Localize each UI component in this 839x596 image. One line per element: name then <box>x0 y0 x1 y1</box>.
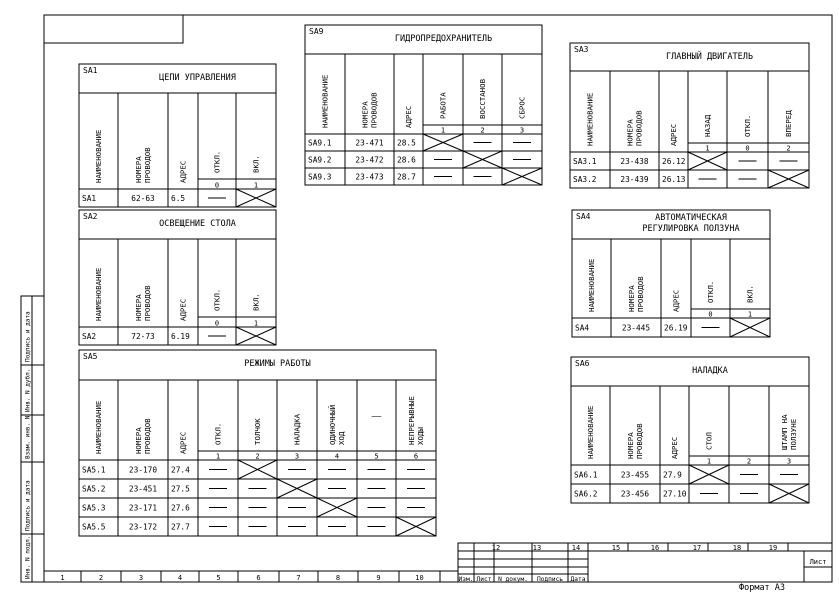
header-name: НАИМЕНОВАНИЕ <box>585 92 595 146</box>
position-number: 2 <box>746 457 752 466</box>
row-wire-numbers: 23-456 <box>620 489 650 499</box>
row-name: SA3.1 <box>573 157 597 166</box>
header-address: АДРЕС <box>669 123 679 146</box>
row-wire-numbers: 23-438 <box>620 157 649 166</box>
title-block-column-number: 13 <box>532 544 542 552</box>
position-number: 6 <box>413 452 419 461</box>
position-label: ВОССТАНОВ <box>478 78 488 119</box>
table-title: РЕЖИМЫ РАБОТЫ <box>244 359 311 369</box>
header-wire-numbers: ПРОВОДОВ <box>369 92 379 128</box>
row-address: 28.5 <box>397 138 416 148</box>
title-block-column-number: 16 <box>650 544 660 552</box>
position-number: 3 <box>786 457 792 466</box>
row-name: SA5.2 <box>82 484 106 494</box>
position-label: НАЛАДКА <box>292 413 302 445</box>
header-wire-numbers: ПРОВОДОВ <box>636 276 646 312</box>
bottom-rule-number: 1 <box>60 574 65 582</box>
header-wire-numbers: НОМЕРА <box>134 156 144 183</box>
table-id: SA6 <box>575 359 590 368</box>
position-label: РАБОТА <box>438 92 448 119</box>
bottom-rule-number: 7 <box>296 574 301 582</box>
bottom-rule-number: 2 <box>98 574 104 582</box>
row-wire-numbers: 23-439 <box>620 175 649 184</box>
position-label: ХОД <box>337 431 347 445</box>
bottom-rule-number: 5 <box>216 574 221 582</box>
side-stamp <box>21 296 44 582</box>
position-label: ОДИНОЧНЫЙ <box>328 404 338 445</box>
table-id: SA2 <box>83 212 98 221</box>
position-number: 0 <box>708 310 713 319</box>
table-id: SA1 <box>83 66 98 75</box>
switch-table-sa6 <box>571 357 809 503</box>
table-frame <box>571 357 809 503</box>
position-label: ВКЛ. <box>745 285 755 303</box>
position-number: 3 <box>519 126 525 135</box>
title-block-column-number: 14 <box>571 544 581 552</box>
row-address: 27.10 <box>663 489 687 499</box>
position-number: 1 <box>706 457 712 466</box>
header-wire-numbers: ПРОВОДОВ <box>634 110 644 146</box>
header-name: НАИМЕНОВАНИЕ <box>94 267 104 321</box>
table-frame <box>570 43 809 188</box>
row-wire-numbers: 23-473 <box>355 172 384 182</box>
position-label: —— <box>371 411 382 421</box>
title-block-header: Подпись <box>536 576 564 583</box>
header-wire-numbers: ПРОВОДОВ <box>143 285 153 321</box>
header-address: АДРЕС <box>178 160 188 183</box>
header-address: АДРЕС <box>670 436 680 459</box>
row-address: 27.4 <box>171 465 190 475</box>
position-number: 0 <box>214 319 220 328</box>
position-label: СБРОС <box>517 96 527 119</box>
bottom-rule-number: 6 <box>256 574 261 582</box>
position-number: 2 <box>480 126 485 135</box>
position-label: ХОДЫ <box>416 427 426 445</box>
header-address: АДРЕС <box>178 298 188 321</box>
row-name: SA9.1 <box>308 138 332 148</box>
row-wire-numbers: 23-445 <box>621 323 651 333</box>
row-address: 28.6 <box>397 155 416 165</box>
switch-tables <box>79 25 809 536</box>
row-wire-numbers: 23-451 <box>128 484 158 494</box>
table-id: SA3 <box>574 45 589 54</box>
position-number: 0 <box>745 144 750 153</box>
header-wire-numbers: НОМЕРА <box>627 285 637 312</box>
header-wire-numbers: НОМЕРА <box>625 119 635 146</box>
row-name: SA9.3 <box>308 172 332 182</box>
bottom-rule-number: 8 <box>335 574 341 582</box>
position-number: 5 <box>374 452 379 461</box>
switch-table-sa4 <box>572 210 770 337</box>
bottom-rule-number: 10 <box>415 574 424 582</box>
header-address: АДРЕС <box>671 289 681 312</box>
row-name: SA9.2 <box>308 155 332 165</box>
table-title: НАЛАДКА <box>692 366 728 376</box>
header-address: АДРЕС <box>404 105 414 128</box>
switch-table-sa3 <box>570 43 809 188</box>
row-address: 27.5 <box>171 484 190 494</box>
title-block-header: Дата <box>570 576 586 583</box>
position-label: НАЗАД <box>703 114 713 137</box>
switch-table-sa5 <box>79 350 436 536</box>
position-number: 2 <box>786 144 791 153</box>
position-number: 1 <box>253 181 259 190</box>
bottom-rule <box>44 571 458 582</box>
header-address: АДРЕС <box>178 431 188 454</box>
position-label: ВКЛ. <box>251 293 261 311</box>
header-wire-numbers: ПРОВОДОВ <box>143 147 153 183</box>
header-wire-numbers: НОМЕРА <box>626 432 636 459</box>
format-label: Формат А3 <box>738 583 786 593</box>
switch-table-sa2 <box>79 210 276 345</box>
bottom-rule-number: 4 <box>177 574 183 582</box>
position-label: ОТКЛ. <box>743 114 753 137</box>
side-stamp-label: Инв. N подл. <box>24 535 32 579</box>
header-wire-numbers: ПРОВОДОВ <box>635 423 645 459</box>
row-address: 27.7 <box>171 522 190 532</box>
row-wire-numbers: 23-171 <box>128 503 158 513</box>
table-frame <box>79 210 276 345</box>
table-title: АВТОМАТИЧЕСКАЯ <box>655 213 727 223</box>
title-block-column-number: 19 <box>768 544 778 552</box>
table-title: ГИДРОПРЕДОХРАНИТЕЛЬ <box>394 34 493 44</box>
row-wire-numbers: 23-472 <box>355 155 384 165</box>
position-label: ТОЛЧОК <box>253 418 263 445</box>
position-label: ВПЕРЕД <box>784 110 794 137</box>
position-number: 4 <box>334 452 340 461</box>
header-wire-numbers: НОМЕРА <box>360 101 370 128</box>
row-address: 27.6 <box>171 503 190 513</box>
table-title: ГЛАВНЫЙ ДВИГАТЕЛЬ <box>666 52 753 62</box>
switch-table-sa9 <box>305 25 542 185</box>
position-label: СТОЛ <box>704 432 714 450</box>
row-wire-numbers: 23-172 <box>128 522 158 532</box>
header-name: НАИМЕНОВАНИЕ <box>320 74 330 128</box>
side-stamp-label: Подпись и дата <box>24 480 32 531</box>
header-wire-numbers: НОМЕРА <box>134 427 144 454</box>
position-label: ОТКЛ. <box>212 288 222 311</box>
table-id: SA9 <box>309 27 324 36</box>
header-name: НАИМЕНОВАНИЕ <box>587 258 597 312</box>
position-number: 1 <box>747 310 753 319</box>
title-block-header: Изм. <box>458 576 474 583</box>
position-label: ОТКЛ. <box>706 280 716 303</box>
sheet-label: Лист <box>809 558 827 566</box>
row-address: 27.9 <box>663 470 682 480</box>
switch-table-sa1 <box>79 64 276 207</box>
row-address: 26.12 <box>662 157 686 166</box>
table-frame <box>79 64 276 207</box>
title-block <box>458 543 832 583</box>
top-left-stamp <box>44 15 183 43</box>
side-stamp-label: Инв. N дубл. <box>24 368 32 412</box>
title-block-column-number: 18 <box>732 544 742 552</box>
row-address: 26.13 <box>662 175 686 184</box>
header-name: НАИМЕНОВАНИЕ <box>94 400 104 454</box>
row-wire-numbers: 62-63 <box>131 194 155 203</box>
row-address: 6.19 <box>171 332 190 341</box>
row-wire-numbers: 23-170 <box>128 465 158 475</box>
row-address: 6.5 <box>171 194 186 203</box>
row-name: SA6.1 <box>574 470 598 480</box>
position-number: 1 <box>440 126 446 135</box>
table-title: ОСВЕЩЕНИЕ СТОЛА <box>159 219 236 229</box>
row-wire-numbers: 23-455 <box>620 470 650 480</box>
position-label: ОТКЛ. <box>213 422 223 445</box>
header-name: НАИМЕНОВАНИЕ <box>94 129 104 183</box>
position-number: 1 <box>253 319 259 328</box>
row-name: SA1 <box>82 194 97 203</box>
row-name: SA2 <box>82 332 97 341</box>
row-address: 26.19 <box>664 323 688 333</box>
row-name: SA6.2 <box>574 489 598 499</box>
position-number: 3 <box>294 452 300 461</box>
position-label: ШТАМП НА <box>780 414 790 450</box>
row-wire-numbers: 23-471 <box>355 138 384 148</box>
row-name: SA5.3 <box>82 503 106 513</box>
title-block-column-number: 12 <box>491 544 501 552</box>
row-name: SA4 <box>575 323 590 333</box>
row-address: 28.7 <box>397 172 416 182</box>
table-id: SA4 <box>576 212 591 221</box>
position-label: НЕПРЕРЫВНЫЕ <box>407 396 417 445</box>
header-name: НАИМЕНОВАНИЕ <box>586 405 596 459</box>
title-block-header: Лист <box>476 576 492 583</box>
header-wire-numbers: НОМЕРА <box>134 294 144 321</box>
bottom-rule-number: 3 <box>138 574 144 582</box>
header-wire-numbers: ПРОВОДОВ <box>143 418 153 454</box>
title-block-column-number: 15 <box>611 544 621 552</box>
position-number: 1 <box>215 452 221 461</box>
table-title: ЦЕПИ УПРАВЛЕНИЯ <box>159 73 236 83</box>
row-wire-numbers: 72-73 <box>131 332 155 341</box>
title-block-column-number: 17 <box>692 544 702 552</box>
row-name: SA5.1 <box>82 465 106 475</box>
table-title: РЕГУЛИРОВКА ПОЛЗУНА <box>642 224 740 234</box>
position-label: ВКЛ. <box>251 155 261 173</box>
side-stamp-label: Подпись и дата <box>24 311 32 362</box>
row-name: SA5.5 <box>82 522 106 532</box>
side-stamp-label: Взам. инв. N <box>24 415 32 459</box>
position-number: 2 <box>255 452 260 461</box>
position-label: ПОЛЗУНЕ <box>789 418 799 450</box>
position-label: ОТКЛ. <box>212 150 222 173</box>
table-id: SA5 <box>83 352 98 361</box>
position-number: 0 <box>214 181 220 190</box>
bottom-rule-number: 9 <box>376 574 381 582</box>
position-number: 1 <box>705 144 710 153</box>
row-name: SA3.2 <box>573 175 597 184</box>
title-block-header: N докум. <box>498 576 528 583</box>
